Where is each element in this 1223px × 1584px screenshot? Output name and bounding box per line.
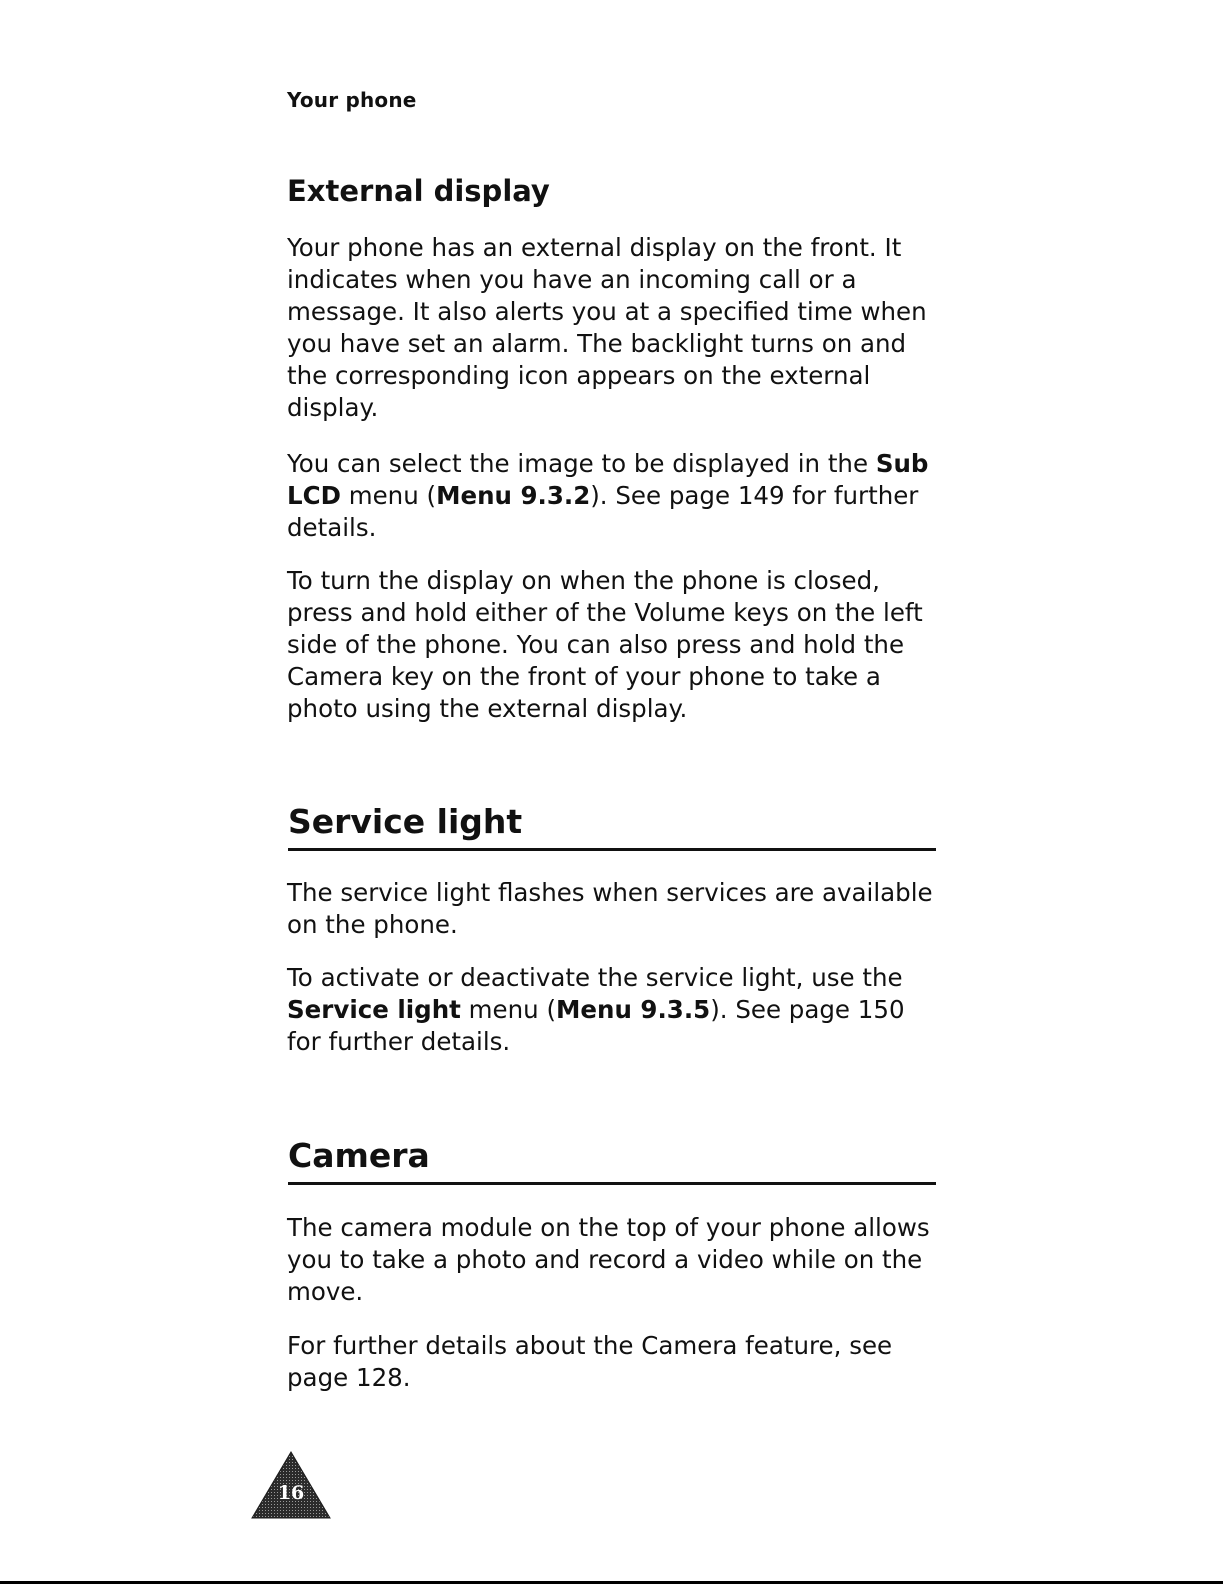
camera-paragraph-2: For further details about the Camera feature, see page 128. [287, 1331, 893, 1392]
sub-lcd-menu-name: Sub LCD [287, 449, 929, 510]
external-display-paragraph-1: Your phone has an external display on the front. It indicates when you have an incoming call or a message. It also alerts you at a specified time when you have set an alarm. The backlight turns on and the corresponding icon appears on the external display. [287, 233, 927, 422]
running-header: Your phone [287, 88, 417, 112]
service-light-paragraph-2: To activate or deactivate the service light, use the Service light menu (Menu 9.3.5). See page 150 for further details. [287, 963, 905, 1056]
external-display-heading: External display [287, 174, 550, 208]
service-light-heading: Service light [288, 802, 936, 851]
page-number-badge [250, 1450, 332, 1520]
service-light-paragraph-1: The service light flashes when services are available on the phone. [287, 878, 933, 939]
menu-number: Menu 9.3.2 [436, 481, 591, 510]
service-light-menu-name: Service light [287, 995, 461, 1024]
page-number: 16 [277, 1482, 305, 1504]
menu-number: Menu 9.3.5 [556, 995, 711, 1024]
camera-paragraph-1: The camera module on the top of your phone allows you to take a photo and record a video while on the move. [287, 1213, 930, 1306]
external-display-paragraph-3: To turn the display on when the phone is closed, press and hold either of the Volume keys on the left side of the phone. You can also press and hold the Camera key on the front of your phone to take a photo using the external display. [287, 566, 923, 723]
external-display-paragraph-2: You can select the image to be displayed in the Sub LCD menu (Menu 9.3.2). See page 149 for further details. [287, 449, 929, 542]
camera-heading: Camera [288, 1136, 936, 1185]
